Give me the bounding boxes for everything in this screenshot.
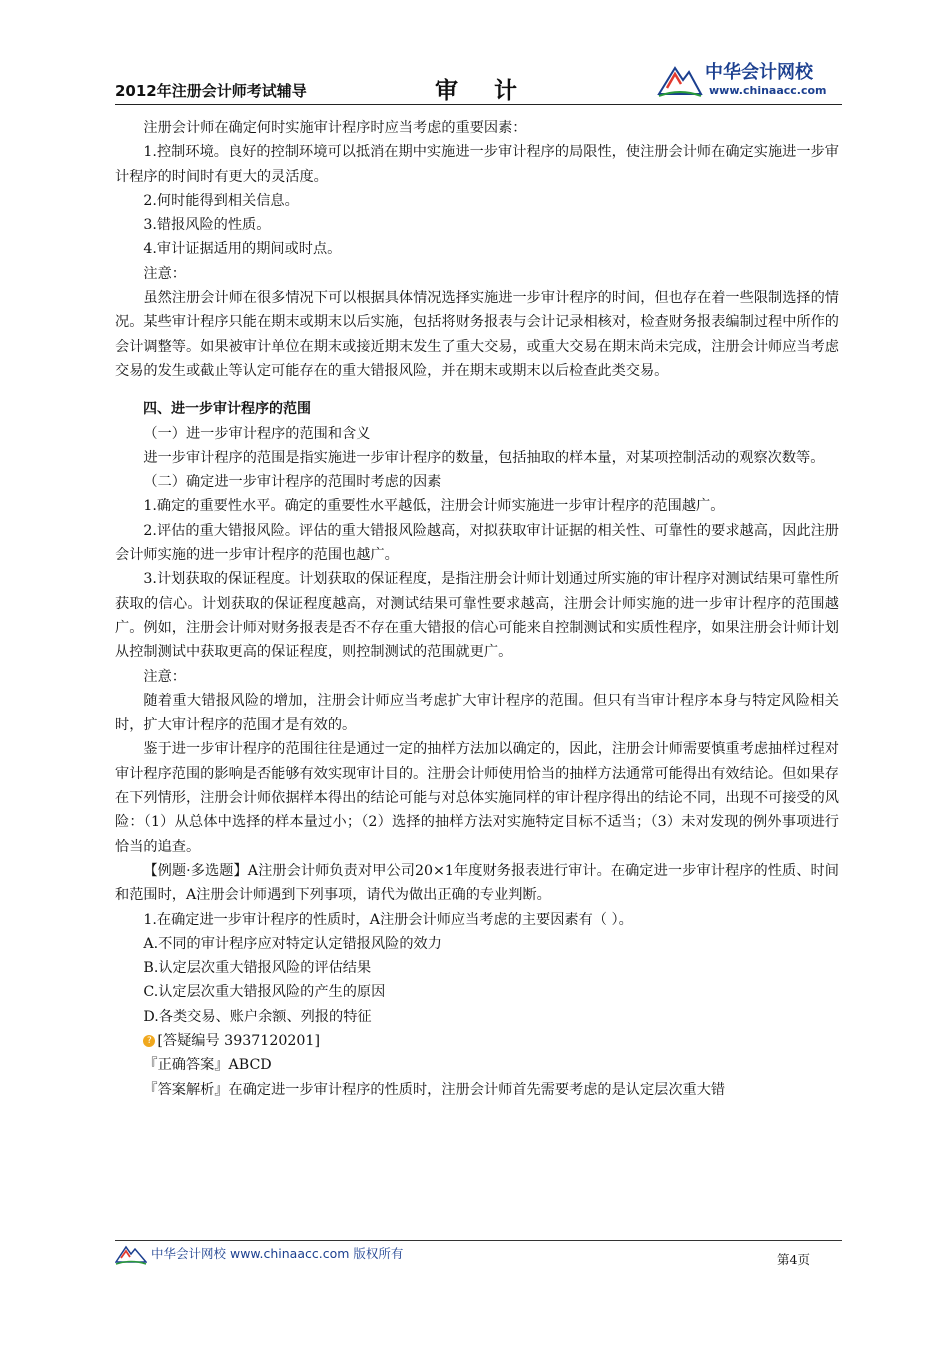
paragraph — [115, 932, 839, 956]
paragraph-text: 4.审计证据适用的期间或时点。 — [143, 241, 342, 258]
paragraph — [115, 116, 839, 140]
paragraph-text: 『答案解析』在确定进一步审计程序的性质时，注册会计师首先需要考虑的是认定层次重大错 — [143, 1081, 726, 1098]
paragraph-text: 进一步审计程序的范围是指实施进一步审计程序的数量，包括抽取的样本量，对某项控制活动的观察次数等。 — [143, 449, 825, 466]
paragraph — [115, 1029, 839, 1053]
footer-logo-icon — [115, 1243, 147, 1265]
paragraph — [115, 262, 839, 286]
paragraph-text: （二）确定进一步审计程序的范围时考虑的因素 — [143, 474, 442, 491]
paragraph-text: 注意： — [143, 265, 186, 282]
paragraph — [115, 567, 839, 664]
paragraph-text: 鉴于进一步审计程序的范围往往是通过一定的抽样方法加以确定的，因此，注册会计师需要慎重考虑抽样过程对审计程序范围的影响是否能够有效实现审计目的。注册会计师使用恰当的抽样方法通常可能得出有效结论。但如果存在下列情形，注册会计师依据样本得出的结论可能与对总体实施同样的审计程序得出的结论不同，出现不可接受的风险：（1）从总体中选择的样本量过小；（2）选择的抽样方法对实施特定目标不适当；（3）未对发现的例外事项进行恰当的追查。 — [115, 741, 839, 855]
paragraph-text: B.认定层次重大错报风险的评估结果 — [143, 960, 372, 977]
paragraph — [115, 286, 839, 383]
paragraph — [115, 494, 839, 518]
paragraph-text: D.各类交易、账户余额、列报的特征 — [143, 1008, 372, 1025]
page-header — [115, 58, 842, 104]
paragraph-text: A.不同的审计程序应对特定认定错报风险的效力 — [143, 935, 442, 952]
section-heading — [115, 397, 839, 421]
page-number: 第4页 — [777, 1252, 810, 1267]
paragraph-text: C.认定层次重大错报风险的产生的原因 — [143, 984, 386, 1001]
paragraph-text: 3.计划获取的保证程度。计划获取的保证程度，是指注册会计师计划通过所实施的审计程序对测试结果可靠性所获取的信心。计划获取的保证程度越高，对测试结果可靠性要求越高，注册会计师实施的进一步审计程序的范围越广。例如，注册会计师对财务报表是否不存在重大错报的信心可能来自控制测试和实质性程序，如果注册会计师计划从控制测试中获取更高的保证程度，则控制测试的范围就更广。 — [115, 571, 839, 661]
paragraph — [115, 689, 839, 738]
header-divider — [115, 104, 842, 105]
paragraph-text: （一）进一步审计程序的范围和含义 — [143, 425, 371, 442]
header-subject: 审计 — [435, 78, 553, 104]
paragraph-text: 3.错报风险的性质。 — [143, 217, 271, 234]
paragraph — [115, 665, 839, 689]
footer-divider — [115, 1240, 842, 1241]
paragraph — [115, 980, 839, 1004]
header-course-title: 2012年注册会计师考试辅导 — [115, 82, 307, 100]
paragraph — [115, 140, 839, 189]
paragraph — [115, 1053, 839, 1077]
paragraph — [115, 422, 839, 446]
footer-copyright: 中华会计网校 www.chinaacc.com 版权所有 — [151, 1246, 404, 1261]
paragraph — [115, 1005, 839, 1029]
paragraph — [115, 237, 839, 261]
paragraph-text: 注册会计师在确定何时实施审计程序时应当考虑的重要因素： — [143, 120, 527, 136]
document-body — [115, 116, 839, 1102]
paragraph-text: [答疑编号 3937120201] — [157, 1032, 320, 1049]
logo-mountain-icon — [657, 62, 703, 98]
paragraph — [115, 956, 839, 980]
paragraph-text: 【例题·多选题】A注册会计师负责对甲公司20×1年度财务报表进行审计。在确定进一步审计程序的性质、时间和范围时，A注册会计师遇到下列事项，请代为做出正确的专业判断。 — [115, 862, 839, 904]
paragraph-text: 1.确定的重要性水平。确定的重要性水平越低，注册会计师实施进一步审计程序的范围越广。 — [143, 498, 725, 515]
logo-title: 中华会计网校 — [705, 62, 813, 83]
paragraph-text: 注意： — [143, 668, 186, 685]
page-footer — [115, 1243, 842, 1273]
paragraph-text: 随着重大错报风险的增加，注册会计师应当考虑扩大审计程序的范围。但只有当审计程序本身与特定风险相关时，扩大审计程序的范围才是有效的。 — [115, 692, 839, 734]
paragraph-text: 2.评估的重大错报风险。评估的重大错报风险越高，对拟获取审计证据的相关性、可靠性的要求越高，因此注册会计师实施的进一步审计程序的范围也越广。 — [115, 522, 839, 564]
logo-url: www.chinaacc.com — [709, 84, 827, 97]
paragraph-text: 虽然注册会计师在很多情况下可以根据具体情况选择实施进一步审计程序的时间，但也存在着一些限制选择的情况。某些审计程序只能在期末或期末以后实施，包括将财务报表与会计记录相核对，检查财务报表编制过程中所作的会计调整等。如果被审计单位在期末或接近期末发生了重大交易，或重大交易在期末尚未完成，注册会计师应当考虑交易的发生或截止等认定可能存在的重大错报风险，并在期末或期末以后检查此类交易。 — [115, 290, 839, 379]
paragraph — [115, 189, 839, 213]
site-logo — [657, 58, 842, 102]
paragraph-spacer — [115, 383, 839, 397]
paragraph — [115, 519, 839, 568]
paragraph-text: 1.在确定进一步审计程序的性质时，A注册会计师应当考虑的主要因素有（ ）。 — [143, 911, 633, 928]
question-icon: ? — [143, 1035, 155, 1047]
paragraph-text: 2.何时能得到相关信息。 — [143, 192, 299, 209]
paragraph-text: 1.控制环境。良好的控制环境可以抵消在期中实施进一步审计程序的局限性，使注册会计师在确定实施进一步审计程序的时间时有更大的灵活度。 — [115, 144, 839, 185]
paragraph-text: 『正确答案』ABCD — [143, 1057, 272, 1074]
paragraph — [115, 446, 839, 470]
paragraph — [115, 1078, 839, 1102]
paragraph-text: 四、进一步审计程序的范围 — [143, 401, 311, 418]
paragraph — [115, 908, 839, 932]
paragraph — [115, 470, 839, 494]
paragraph — [115, 213, 839, 237]
paragraph — [115, 859, 839, 908]
paragraph — [115, 737, 839, 858]
